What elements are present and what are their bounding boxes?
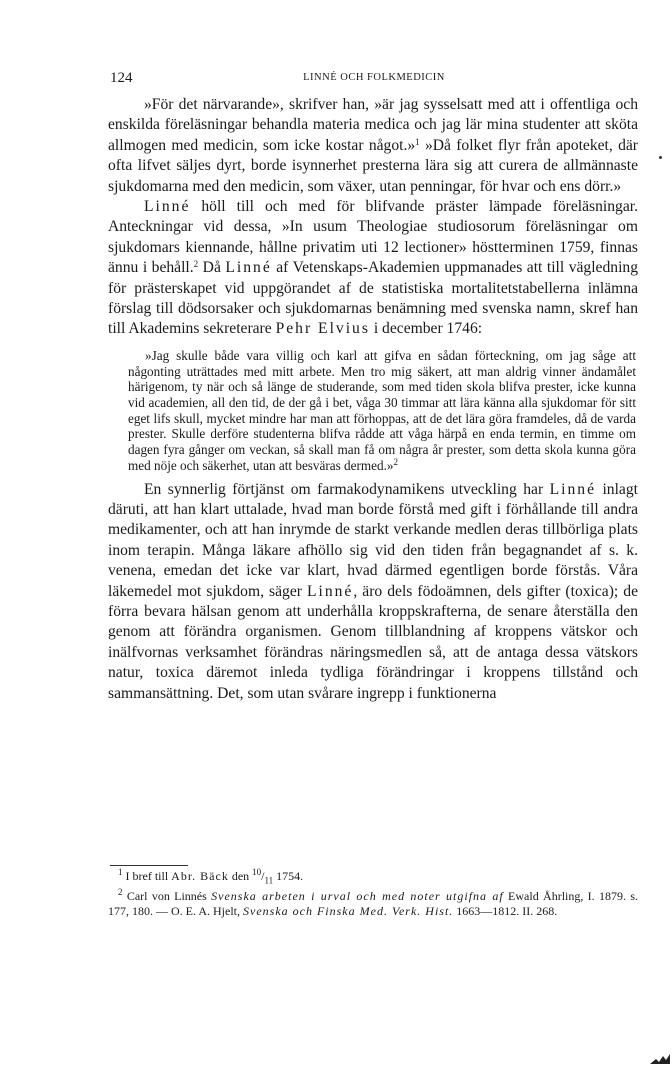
block-quote-text: »Jag skulle både vara villig och karl att gifva en sådan förteckning, om jag såge att någonting uträttades med mitt arbete. Men tro mig säkert, att man aldrig vinner ändamålet härigenom, ty när och så länge de studerande, som med tiden skola blifva prester, icke kunna vid academien, all den tid, de der gå i bet, våga 30 timmar att lära känna alla sjukdomar för sitt eget lifs skull, mycket mindre har man att förhoppas, att de det lära göra framdeles, då de varda prester. Skulle derföre studenterna blifva rådde att våga härpå en enda termin, en timme om dagen fyra gånger om veckan, så skall man få om några år prester, som detta skola kunna göra med nöje och säkerhet, utan att besväras dermed.» [128,347,636,473]
paragraph-2-text-d: i december 1746: [369,320,483,338]
footnote-ref-2: 2 [193,259,199,270]
margin-dot [659,156,662,159]
footnote-1-name: Abr. Bäck [171,869,229,883]
name-linne-2: Linné [225,259,272,277]
paragraph-2-text-c: af Vetenskaps-Akademien uppmanades att till vägledning för prästerskapet vid uppgörandet af de statistiska mortalitetstabellerna inlämna förslag till dödsorsaker och sjukdomarnas benämning med svenska namn, skref han till Akademins sekreterare [108,259,638,338]
footnote-1-date: den [228,869,253,883]
paragraph-1 [108,95,638,197]
footnote-1-mark: 1 [118,867,123,877]
paragraph-2-text-a: höll till och med för blifvande präster lämpade föreläsningar. Anteckningar vid dessa, »In usum Theologiae studiosorum föreläsningar om sjukdomars kiennande, hållne privatim uti 12 lectioner» höstterminen 1759, finnas ännu i behåll. [108,198,638,277]
footnote-2-title-1: Svenska arbeten i urval och med noter utgifna af [211,888,504,903]
page-header [110,70,638,90]
block-quote [128,348,636,474]
name-linne-4: Linné [306,582,354,600]
footnote-2-title-2: Svenska och Finska Med. Verk. Hist. [243,904,454,919]
paragraph-1-text-a: »För det närvarande», skrifver han, »är jag sysselsatt med att i offentliga och enskilda föreläsningar behandla materia medica och jag lär mina studenter att sköta allmogen med medicin, som icke kostar något.» [108,96,638,154]
running-head: LINNÉ OCH FOLKMEDICIN [303,72,445,83]
footnotes [108,865,638,920]
footnote-2 [108,886,639,920]
paragraph-3-text-b: inlagt däruti, att han klart uttalade, hvad man borde förstå med gift i förhållande till andra medikamenter, och att han inrymde de starkt verkande medlen deras tillbörliga plats inom terapin. Många läkare afhöllo sig vid den tiden från begagnandet af s. k. venena, emedan det icke var klart, hvad därmed egentligen borde förstås. Våra läkemedel mot sjukdom, säger [108,480,638,600]
scan-artifact-icon [648,1050,672,1066]
footnote-1-fraction-numerator: 10 [252,867,262,877]
footnote-2-text-a: Carl von Linnés [126,888,212,903]
name-pehr-elvius: Pehr Elvius [275,320,370,338]
footnote-2-text-c: 1663—1812. II. 268. [453,904,558,919]
body-text [108,95,638,704]
footnote-ref-quote: 2 [393,456,398,467]
footnote-2-text-b: Ewald Åhrling, I. 1879. s. 177, 180. — O. E. A. Hjelt, [108,888,639,919]
paragraph-3 [108,480,638,704]
footnote-1-fraction-denominator: 11 [264,875,274,886]
page-number: 124 [110,70,133,86]
paragraph-3-text-c: , äro dels födoämnen, dels gifter (toxica); de förra bevara hälsan genom att underhålla kroppskrafterna, de senare återställa den genom att förändra organismen. Genom tillblandning af kroppens vätskor och inälfvornas verksamhet förändras näringsmedlen så, att de antaga dessa vätskors natur, toxica däremot inleda tydliga förändringar i kroppens tillstånd och sammansättning. Det, som utan svårare ingrepp i funktionerna [108,582,638,702]
footnote-2-mark: 2 [118,886,123,897]
name-linne-3: Linné [549,480,596,498]
footnote-1: $^1$ I bref till Abr. Bäck den $^{10}/_{11}$ 1754. [118,867,304,886]
footnote-1-text: I bref till [125,869,172,883]
footnote-1-year: 1754. [273,869,304,883]
paragraph-2-text-b: Då [198,259,226,277]
footnote-ref-1: 1 [415,136,420,147]
footnote-rule [110,865,188,866]
paragraph-1-text-b: »Då folket flyr från apoteket, där ofta lifvet säljes dyrt, borde isynnerhet presterna lära sig att curera de allmännaste sjukdomarna med den medicin, som växer, utan penningar, för hvar och ens dörr.» [108,136,638,195]
paragraph-2 [108,197,638,340]
paragraph-3-text-a: En synnerlig förtjänst om farmakodynamikens utveckling har [144,480,550,498]
name-linne: Linné [144,198,191,216]
